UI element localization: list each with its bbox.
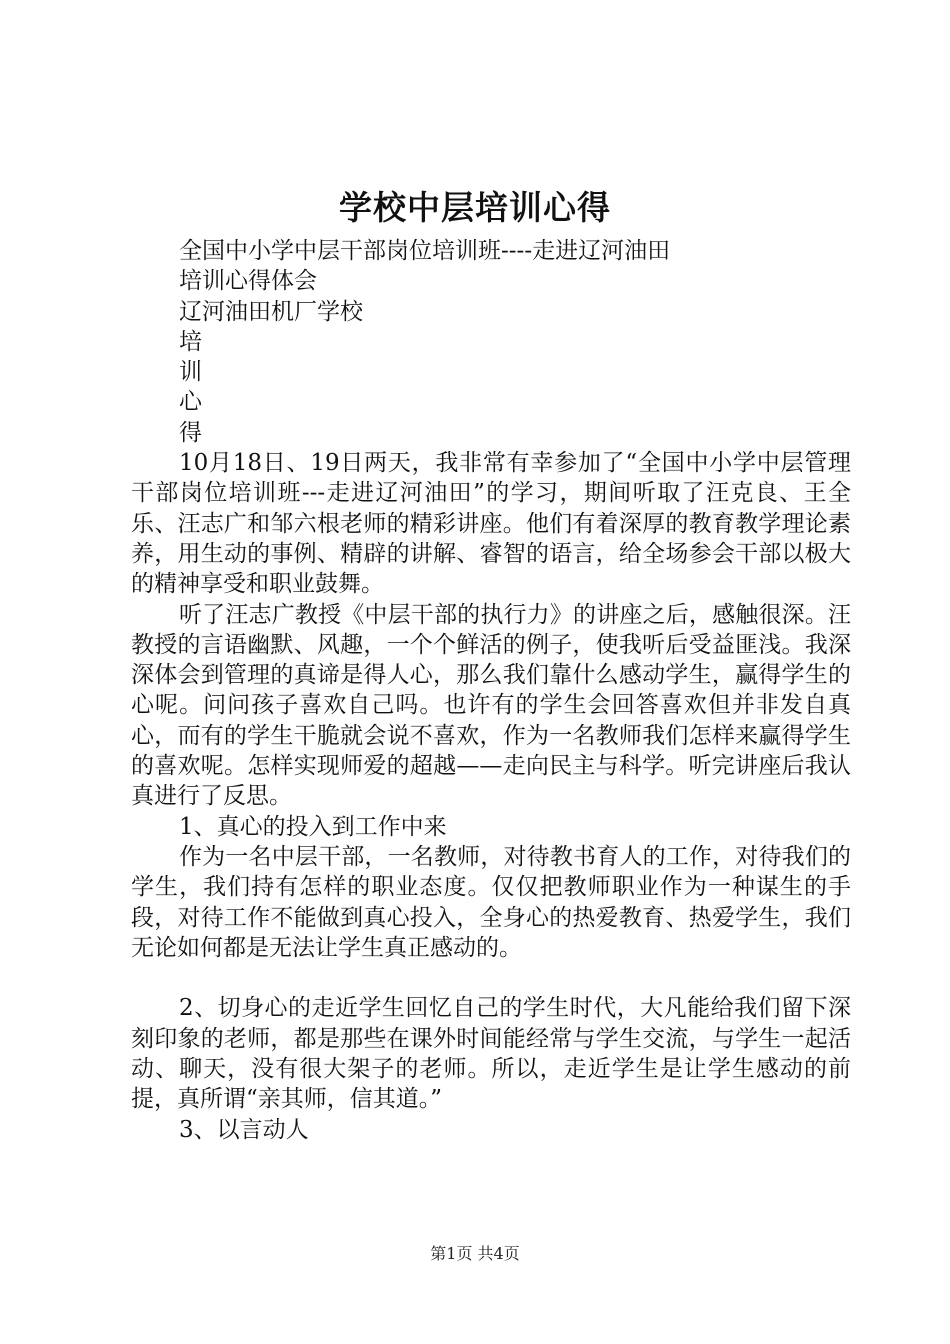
blank-line <box>131 963 851 993</box>
header-line-char-2: 训 <box>179 359 202 386</box>
header-line-char-4: 得 <box>179 419 202 446</box>
paragraph-intro: 10月18日、19日两天，我非常有幸参加了“全国中小学中层管理干部岗位培训班---走进辽河油田”的学习，期间听取了汪克良、王全乐、汪志广和邹六根老师的精彩讲座。他们有着深厚的教育教学理论素养，用生动的事例、精辟的讲解、睿智的语言，给全场参会干部以极大的精神享受和职业鼓舞。 <box>131 450 851 598</box>
header-line-subtitle: 培训心得体会 <box>179 268 317 295</box>
section-heading-1: 1、真心的投入到工作中来 <box>179 813 447 840</box>
paragraph-sincere: 作为一名中层干部，一名教师，对待教书育人的工作，对待我们的学生，我们持有怎样的职业态度。仅仅把教师职业作为一种谋生的手段，对待工作不能做到真心投入，全身心的热爱教育、热爱学生，我们无论如何都是无法让学生真正感动的。 <box>131 843 851 961</box>
paragraph-approach-students: 2、切身心的走近学生回忆自己的学生时代，大凡能给我们留下深刻印象的老师，都是那些在课外时间能经常与学生交流，与学生一起活动、聊天，没有很大架子的老师。所以，走近学生是让学生感动的前提，真所谓“亲其师，信其道。” <box>131 995 851 1113</box>
page-number-footer: 第1页 共4页 <box>430 1244 520 1263</box>
section-heading-3: 3、以言动人 <box>179 1116 309 1143</box>
document-body <box>131 236 851 1145</box>
header-line-school: 辽河油田机厂学校 <box>179 298 363 325</box>
paragraph-lecture: 听了汪志广教授《中层干部的执行力》的讲座之后，感触很深。汪教授的言语幽默、风趣，一个个鲜活的例子，使我听后受益匪浅。我深深体会到管理的真谛是得人心，那么我们靠什么感动学生，赢得学生的心呢。问问孩子喜欢自己吗。也许有的学生会回答喜欢但并非发自真心，而有的学生干脆就会说不喜欢，作为一名教师我们怎样来赢得学生的喜欢呢。怎样实现师爱的超越——走向民主与科学。听完讲座后我认真进行了反思。 <box>131 601 851 810</box>
header-line-char-1: 培 <box>179 328 202 355</box>
header-line-char-3: 心 <box>179 389 202 416</box>
header-line-program: 全国中小学中层干部岗位培训班----走进辽河油田 <box>179 238 671 264</box>
document-title: 学校中层培训心得 <box>339 188 611 227</box>
